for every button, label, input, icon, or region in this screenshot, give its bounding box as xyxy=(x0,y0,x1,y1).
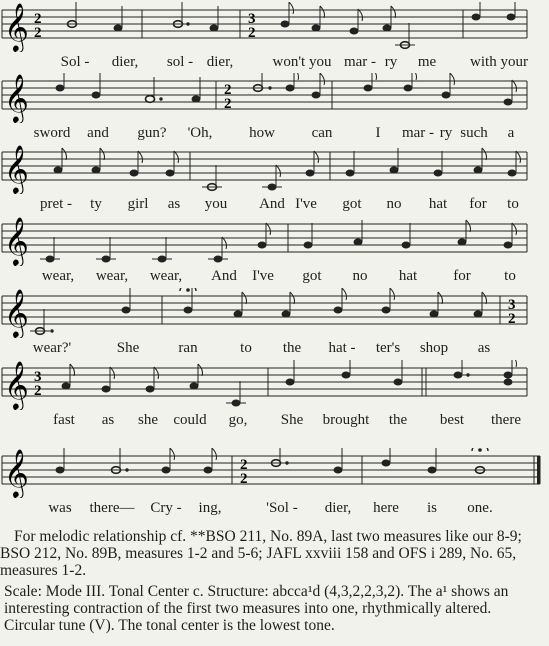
lyric-syllable: 'Oh, xyxy=(187,125,213,141)
lyric-syllable: She xyxy=(280,412,304,428)
lyric-syllable: wear, xyxy=(149,268,183,284)
staff-3 xyxy=(0,144,549,194)
lyric-syllable: mar - xyxy=(401,125,435,141)
lyric-syllable: shop xyxy=(419,340,449,356)
lyric-syllable: could xyxy=(173,412,207,428)
svg-text:2: 2 xyxy=(248,25,256,41)
lyric-syllable: She xyxy=(116,340,140,356)
final-barline xyxy=(537,456,541,484)
tonal-center-value: c. xyxy=(192,583,204,600)
lyric-syllable: the xyxy=(388,412,408,428)
treble-clef-icon: 𝄞 xyxy=(4,216,29,265)
lyric-syllable: can xyxy=(311,125,333,141)
lyric-syllable: such xyxy=(460,125,488,141)
svg-text:3: 3 xyxy=(34,369,42,385)
relationship-text: For melodic relationship cf. **BSO 211, No. 89A, last two measures like our 8-9; BSO 212, No. 89B, measures 1-2 and 5-6; JAFL xxviii 158 and OFS i 289, No. 65, measures 1-2. xyxy=(0,528,522,579)
lyric-syllable: there xyxy=(491,412,521,428)
lyric-syllable: a xyxy=(507,125,515,141)
scale-label: Scale: xyxy=(4,583,42,600)
lyric-syllable: won't you xyxy=(272,54,332,70)
staff-7 xyxy=(0,448,549,498)
staff-5 xyxy=(0,288,549,338)
lyric-syllable: as xyxy=(167,196,181,212)
treble-clef-icon: 𝄞 xyxy=(4,448,29,497)
svg-text:2: 2 xyxy=(224,96,232,112)
lyric-syllable: Sol - xyxy=(60,54,90,70)
lyric-syllable: ing, xyxy=(198,500,222,516)
lyric-syllable: she xyxy=(138,412,158,428)
lyric-syllable: and xyxy=(87,125,109,141)
analysis-text xyxy=(4,583,544,634)
lyric-syllable: sword xyxy=(33,125,71,141)
lyric-syllable: fast xyxy=(53,412,75,428)
lyric-syllable: for xyxy=(453,268,471,284)
lyric-syllable: the xyxy=(282,340,302,356)
svg-text:2: 2 xyxy=(240,471,248,487)
staff-1 xyxy=(0,2,549,52)
lyric-syllable: girl xyxy=(127,196,149,212)
lyric-syllable: how xyxy=(249,125,275,141)
lyric-syllable: was xyxy=(48,500,72,516)
lyric-line xyxy=(0,340,549,360)
lyric-syllable: I've xyxy=(252,268,274,284)
lyric-syllable: is xyxy=(426,500,438,516)
treble-clef-icon: 𝄞 xyxy=(4,288,29,337)
staff-4 xyxy=(0,216,549,266)
lyric-line xyxy=(0,54,549,74)
lyric-line xyxy=(0,268,549,288)
lyric-syllable: hat - xyxy=(328,340,356,356)
lyric-syllable: dier, xyxy=(206,54,234,70)
staff-2 xyxy=(0,73,549,123)
lyric-line xyxy=(0,412,549,432)
lyric-syllable: ry xyxy=(384,54,398,70)
lyric-syllable: no xyxy=(352,268,368,284)
lyric-syllable: 'Sol - xyxy=(266,500,298,516)
lyric-syllable: gun? xyxy=(137,125,167,141)
analysis-body: The a¹ shows an interesting contraction of the first two measures into one, rhythmically altered. Circular tune (V). The tonal center is the lowest tone. xyxy=(4,583,509,634)
structure-value: abcca¹d (4,3,2,2,3,2). xyxy=(272,583,405,600)
lyric-syllable: ter's xyxy=(375,340,401,356)
lyric-syllable: hat xyxy=(428,196,448,212)
lyric-syllable: Cry - xyxy=(150,500,182,516)
treble-clef-icon: 𝄞 xyxy=(4,2,29,51)
treble-clef-icon: 𝄞 xyxy=(4,73,29,122)
lyric-syllable: dier, xyxy=(324,500,352,516)
treble-clef-icon: 𝄞 xyxy=(4,360,29,409)
lyric-syllable: I've xyxy=(295,196,317,212)
lyric-syllable: ran xyxy=(178,340,198,356)
lyric-syllable: one. xyxy=(467,500,493,516)
tonal-center-label: Tonal Center xyxy=(108,583,190,600)
svg-text:2: 2 xyxy=(224,82,232,98)
svg-text:3: 3 xyxy=(248,11,256,27)
lyric-syllable: me xyxy=(417,54,437,70)
lyric-syllable: for xyxy=(469,196,487,212)
lyric-syllable: as xyxy=(477,340,491,356)
lyric-syllable: dier, xyxy=(111,54,139,70)
scale-value: Mode III. xyxy=(45,583,106,600)
lyric-syllable: ty xyxy=(90,196,102,212)
lyric-syllable: wear, xyxy=(41,268,75,284)
svg-text:2: 2 xyxy=(508,311,516,327)
lyric-syllable: as xyxy=(101,412,115,428)
lyric-syllable: here xyxy=(373,500,399,516)
lyric-syllable: to xyxy=(504,268,516,284)
svg-text:3: 3 xyxy=(508,297,516,313)
lyric-syllable: there— xyxy=(89,500,135,516)
treble-clef-icon: 𝄞 xyxy=(4,144,29,193)
time-signature: 2 xyxy=(34,11,42,27)
lyric-syllable: to xyxy=(507,196,519,212)
lyric-syllable: no xyxy=(386,196,402,212)
lyric-syllable: go, xyxy=(228,412,248,428)
lyric-syllable: to xyxy=(240,340,252,356)
lyric-syllable: wear?' xyxy=(32,340,72,356)
lyric-syllable: pret - xyxy=(39,196,73,212)
lyric-syllable: I xyxy=(375,125,381,141)
lyric-syllable: mar - xyxy=(343,54,377,70)
lyric-syllable: with your xyxy=(470,54,528,70)
structure-label: Structure: xyxy=(207,583,269,600)
lyric-syllable: got xyxy=(342,196,362,212)
svg-text:2: 2 xyxy=(34,25,42,41)
lyric-syllable: you xyxy=(204,196,228,212)
lyric-syllable: And xyxy=(259,196,285,212)
lyric-line xyxy=(0,125,549,145)
lyric-syllable: best xyxy=(439,412,465,428)
lyric-syllable: wear, xyxy=(95,268,129,284)
svg-text:2: 2 xyxy=(240,457,248,473)
lyric-syllable: sol - xyxy=(166,54,194,70)
lyric-syllable: hat xyxy=(398,268,418,284)
analysis-note xyxy=(4,583,544,634)
lyric-line xyxy=(0,500,549,520)
lyric-syllable: And xyxy=(211,268,237,284)
melodic-relationship-note xyxy=(0,528,540,579)
lyric-syllable: got xyxy=(302,268,322,284)
lyric-syllable: brought xyxy=(322,412,370,428)
staff-6 xyxy=(0,360,549,410)
lyric-syllable: ry xyxy=(439,125,453,141)
lyric-line xyxy=(0,196,549,216)
svg-text:2: 2 xyxy=(34,383,42,399)
